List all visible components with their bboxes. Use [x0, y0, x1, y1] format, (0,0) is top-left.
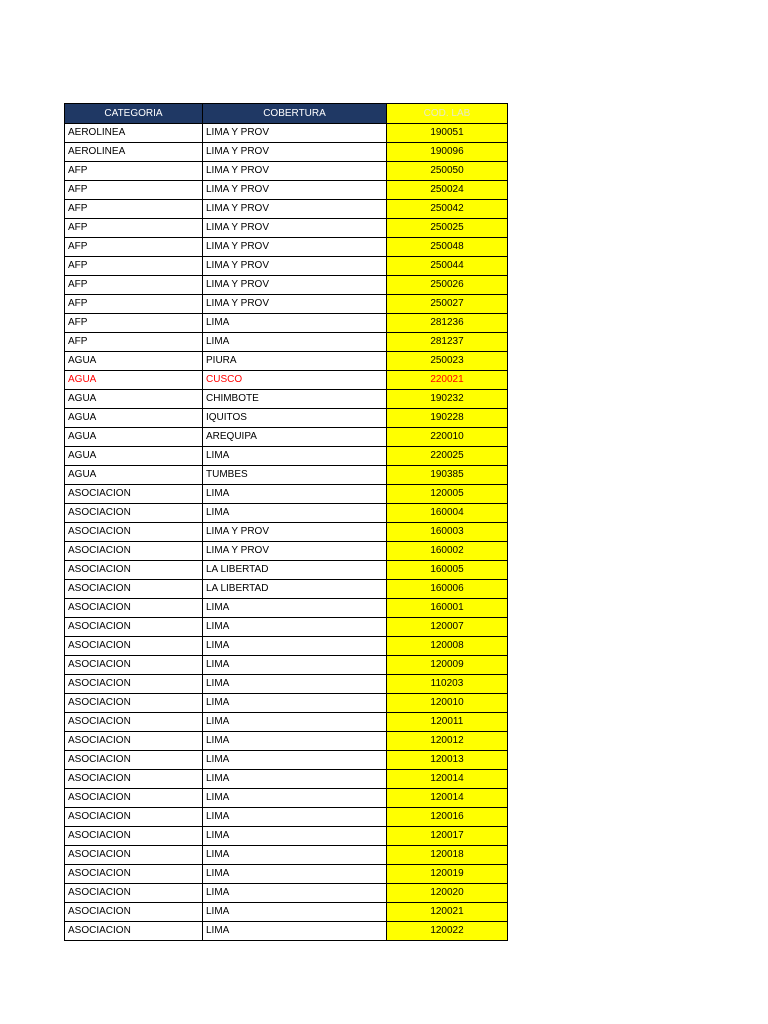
cobertura-cell: LIMA — [203, 637, 387, 656]
table-row — [65, 485, 508, 504]
table-row — [65, 713, 508, 732]
cobertura-cell: LIMA — [203, 732, 387, 751]
table-row — [65, 903, 508, 922]
categoria-cell: ASOCIACION — [65, 922, 203, 941]
table-row — [65, 846, 508, 865]
cobertura-cell: LIMA — [203, 789, 387, 808]
table-row — [65, 580, 508, 599]
table-row — [65, 675, 508, 694]
codigo-cell: 250042 — [387, 200, 508, 219]
table-row — [65, 637, 508, 656]
categoria-cell: AGUA — [65, 428, 203, 447]
categoria-cell: ASOCIACION — [65, 751, 203, 770]
cobertura-cell: TUMBES — [203, 466, 387, 485]
codigo-cell: 250025 — [387, 219, 508, 238]
categoria-cell: AGUA — [65, 409, 203, 428]
cobertura-cell: LIMA Y PROV — [203, 542, 387, 561]
table-row — [65, 789, 508, 808]
cobertura-cell: LIMA — [203, 903, 387, 922]
table-row — [65, 770, 508, 789]
categoria-cell: ASOCIACION — [65, 884, 203, 903]
cobertura-cell: LIMA — [203, 694, 387, 713]
cobertura-cell: LA LIBERTAD — [203, 561, 387, 580]
codigo-cell: 220010 — [387, 428, 508, 447]
table-row — [65, 371, 508, 390]
categoria-cell: ASOCIACION — [65, 599, 203, 618]
codigo-cell: 120011 — [387, 713, 508, 732]
codigo-cell: 250050 — [387, 162, 508, 181]
categoria-cell: ASOCIACION — [65, 637, 203, 656]
cobertura-cell: LIMA Y PROV — [203, 143, 387, 162]
codigo-cell: 120020 — [387, 884, 508, 903]
cobertura-cell: IQUITOS — [203, 409, 387, 428]
codigo-cell: 160003 — [387, 523, 508, 542]
codigo-cell: 250027 — [387, 295, 508, 314]
table-row — [65, 200, 508, 219]
table-row — [65, 333, 508, 352]
categoria-cell: ASOCIACION — [65, 523, 203, 542]
table-row — [65, 504, 508, 523]
table-row — [65, 922, 508, 941]
categoria-cell: AFP — [65, 219, 203, 238]
cobertura-cell: LIMA Y PROV — [203, 276, 387, 295]
cobertura-cell: LIMA — [203, 656, 387, 675]
table-row — [65, 162, 508, 181]
cobertura-cell: LIMA Y PROV — [203, 295, 387, 314]
categoria-cell: ASOCIACION — [65, 808, 203, 827]
categoria-cell: ASOCIACION — [65, 580, 203, 599]
categoria-cell: ASOCIACION — [65, 618, 203, 637]
table-row — [65, 314, 508, 333]
cobertura-cell: LIMA — [203, 865, 387, 884]
table-row — [65, 447, 508, 466]
table-row — [65, 219, 508, 238]
categoria-cell: AEROLINEA — [65, 124, 203, 143]
codigo-cell: 120021 — [387, 903, 508, 922]
categoria-cell: ASOCIACION — [65, 504, 203, 523]
categoria-cell: AGUA — [65, 390, 203, 409]
header-codigo: COD. LAB — [387, 104, 508, 124]
cobertura-cell: LIMA — [203, 333, 387, 352]
table-row — [65, 599, 508, 618]
cobertura-cell: LIMA Y PROV — [203, 219, 387, 238]
table-row — [65, 694, 508, 713]
cobertura-cell: LIMA Y PROV — [203, 124, 387, 143]
codigo-cell: 120016 — [387, 808, 508, 827]
table-row — [65, 428, 508, 447]
cobertura-cell: LIMA — [203, 808, 387, 827]
cobertura-cell: AREQUIPA — [203, 428, 387, 447]
cobertura-cell: CHIMBOTE — [203, 390, 387, 409]
cobertura-cell: LIMA — [203, 447, 387, 466]
table-row — [65, 276, 508, 295]
table-row — [65, 618, 508, 637]
codigo-cell: 250048 — [387, 238, 508, 257]
codigo-cell: 250024 — [387, 181, 508, 200]
categoria-cell: ASOCIACION — [65, 675, 203, 694]
table-row — [65, 884, 508, 903]
codigo-cell: 120018 — [387, 846, 508, 865]
cobertura-cell: CUSCO — [203, 371, 387, 390]
codigo-cell: 160004 — [387, 504, 508, 523]
codigo-cell: 120014 — [387, 770, 508, 789]
table-row — [65, 561, 508, 580]
codigo-cell: 250023 — [387, 352, 508, 371]
categoria-cell: ASOCIACION — [65, 827, 203, 846]
cobertura-cell: LIMA — [203, 599, 387, 618]
cobertura-cell: LIMA — [203, 770, 387, 789]
codigo-cell: 120012 — [387, 732, 508, 751]
cobertura-cell: LIMA — [203, 713, 387, 732]
codigo-cell: 120008 — [387, 637, 508, 656]
categoria-cell: ASOCIACION — [65, 865, 203, 884]
categoria-cell: ASOCIACION — [65, 561, 203, 580]
categoria-cell: AFP — [65, 162, 203, 181]
table-row — [65, 656, 508, 675]
codigo-cell: 160005 — [387, 561, 508, 580]
codigo-cell: 120010 — [387, 694, 508, 713]
codigo-cell: 190385 — [387, 466, 508, 485]
categoria-cell: ASOCIACION — [65, 903, 203, 922]
codigo-cell: 120022 — [387, 922, 508, 941]
table-row — [65, 827, 508, 846]
categoria-cell: ASOCIACION — [65, 846, 203, 865]
categoria-cell: AFP — [65, 276, 203, 295]
cobertura-cell: LIMA — [203, 922, 387, 941]
cobertura-cell: LIMA — [203, 314, 387, 333]
table-row — [65, 390, 508, 409]
categoria-cell: ASOCIACION — [65, 542, 203, 561]
table-row — [65, 808, 508, 827]
table-row — [65, 295, 508, 314]
spreadsheet-page — [64, 103, 507, 941]
categoria-cell: AFP — [65, 238, 203, 257]
table-row — [65, 751, 508, 770]
categoria-cell: AGUA — [65, 447, 203, 466]
codigo-cell: 190228 — [387, 409, 508, 428]
header-categoria: CATEGORIA — [65, 104, 203, 124]
codigo-cell: 250026 — [387, 276, 508, 295]
table-row — [65, 732, 508, 751]
table-row — [65, 181, 508, 200]
codigo-cell: 120009 — [387, 656, 508, 675]
categoria-cell: AGUA — [65, 352, 203, 371]
table-row — [65, 352, 508, 371]
table-row — [65, 542, 508, 561]
categoria-cell: AFP — [65, 200, 203, 219]
table-body — [65, 124, 508, 941]
categoria-cell: AEROLINEA — [65, 143, 203, 162]
categoria-cell: ASOCIACION — [65, 694, 203, 713]
cobertura-cell: LIMA — [203, 846, 387, 865]
cobertura-cell: LIMA — [203, 504, 387, 523]
cobertura-cell: LIMA — [203, 675, 387, 694]
codigo-cell: 120005 — [387, 485, 508, 504]
codigo-cell: 120013 — [387, 751, 508, 770]
categoria-cell: ASOCIACION — [65, 770, 203, 789]
codigo-cell: 160001 — [387, 599, 508, 618]
table-row — [65, 523, 508, 542]
categoria-cell: AFP — [65, 257, 203, 276]
codigo-cell: 120007 — [387, 618, 508, 637]
categoria-cell: AFP — [65, 333, 203, 352]
categoria-cell: AGUA — [65, 466, 203, 485]
cobertura-cell: LIMA — [203, 751, 387, 770]
codigo-cell: 120017 — [387, 827, 508, 846]
coverage-table — [64, 103, 508, 941]
cobertura-cell: LIMA — [203, 827, 387, 846]
table-row — [65, 124, 508, 143]
cobertura-cell: LIMA — [203, 884, 387, 903]
cobertura-cell: LIMA — [203, 618, 387, 637]
codigo-cell: 220021 — [387, 371, 508, 390]
table-row — [65, 143, 508, 162]
categoria-cell: ASOCIACION — [65, 789, 203, 808]
codigo-cell: 120019 — [387, 865, 508, 884]
cobertura-cell: LIMA — [203, 485, 387, 504]
header-row — [65, 104, 508, 124]
categoria-cell: AFP — [65, 314, 203, 333]
codigo-cell: 190232 — [387, 390, 508, 409]
codigo-cell: 220025 — [387, 447, 508, 466]
categoria-cell: ASOCIACION — [65, 485, 203, 504]
codigo-cell: 160002 — [387, 542, 508, 561]
cobertura-cell: LIMA Y PROV — [203, 523, 387, 542]
categoria-cell: AGUA — [65, 371, 203, 390]
table-row — [65, 257, 508, 276]
cobertura-cell: LIMA Y PROV — [203, 181, 387, 200]
table-row — [65, 409, 508, 428]
codigo-cell: 120014 — [387, 789, 508, 808]
cobertura-cell: LIMA Y PROV — [203, 257, 387, 276]
cobertura-cell: LIMA Y PROV — [203, 238, 387, 257]
cobertura-cell: LA LIBERTAD — [203, 580, 387, 599]
codigo-cell: 250044 — [387, 257, 508, 276]
cobertura-cell: PIURA — [203, 352, 387, 371]
codigo-cell: 281236 — [387, 314, 508, 333]
codigo-cell: 110203 — [387, 675, 508, 694]
categoria-cell: ASOCIACION — [65, 713, 203, 732]
header-cobertura: COBERTURA — [203, 104, 387, 124]
codigo-cell: 190051 — [387, 124, 508, 143]
codigo-cell: 190096 — [387, 143, 508, 162]
categoria-cell: ASOCIACION — [65, 656, 203, 675]
categoria-cell: AFP — [65, 295, 203, 314]
codigo-cell: 160006 — [387, 580, 508, 599]
table-row — [65, 865, 508, 884]
table-row — [65, 466, 508, 485]
categoria-cell: ASOCIACION — [65, 732, 203, 751]
categoria-cell: AFP — [65, 181, 203, 200]
codigo-cell: 281237 — [387, 333, 508, 352]
cobertura-cell: LIMA Y PROV — [203, 162, 387, 181]
table-row — [65, 238, 508, 257]
cobertura-cell: LIMA Y PROV — [203, 200, 387, 219]
